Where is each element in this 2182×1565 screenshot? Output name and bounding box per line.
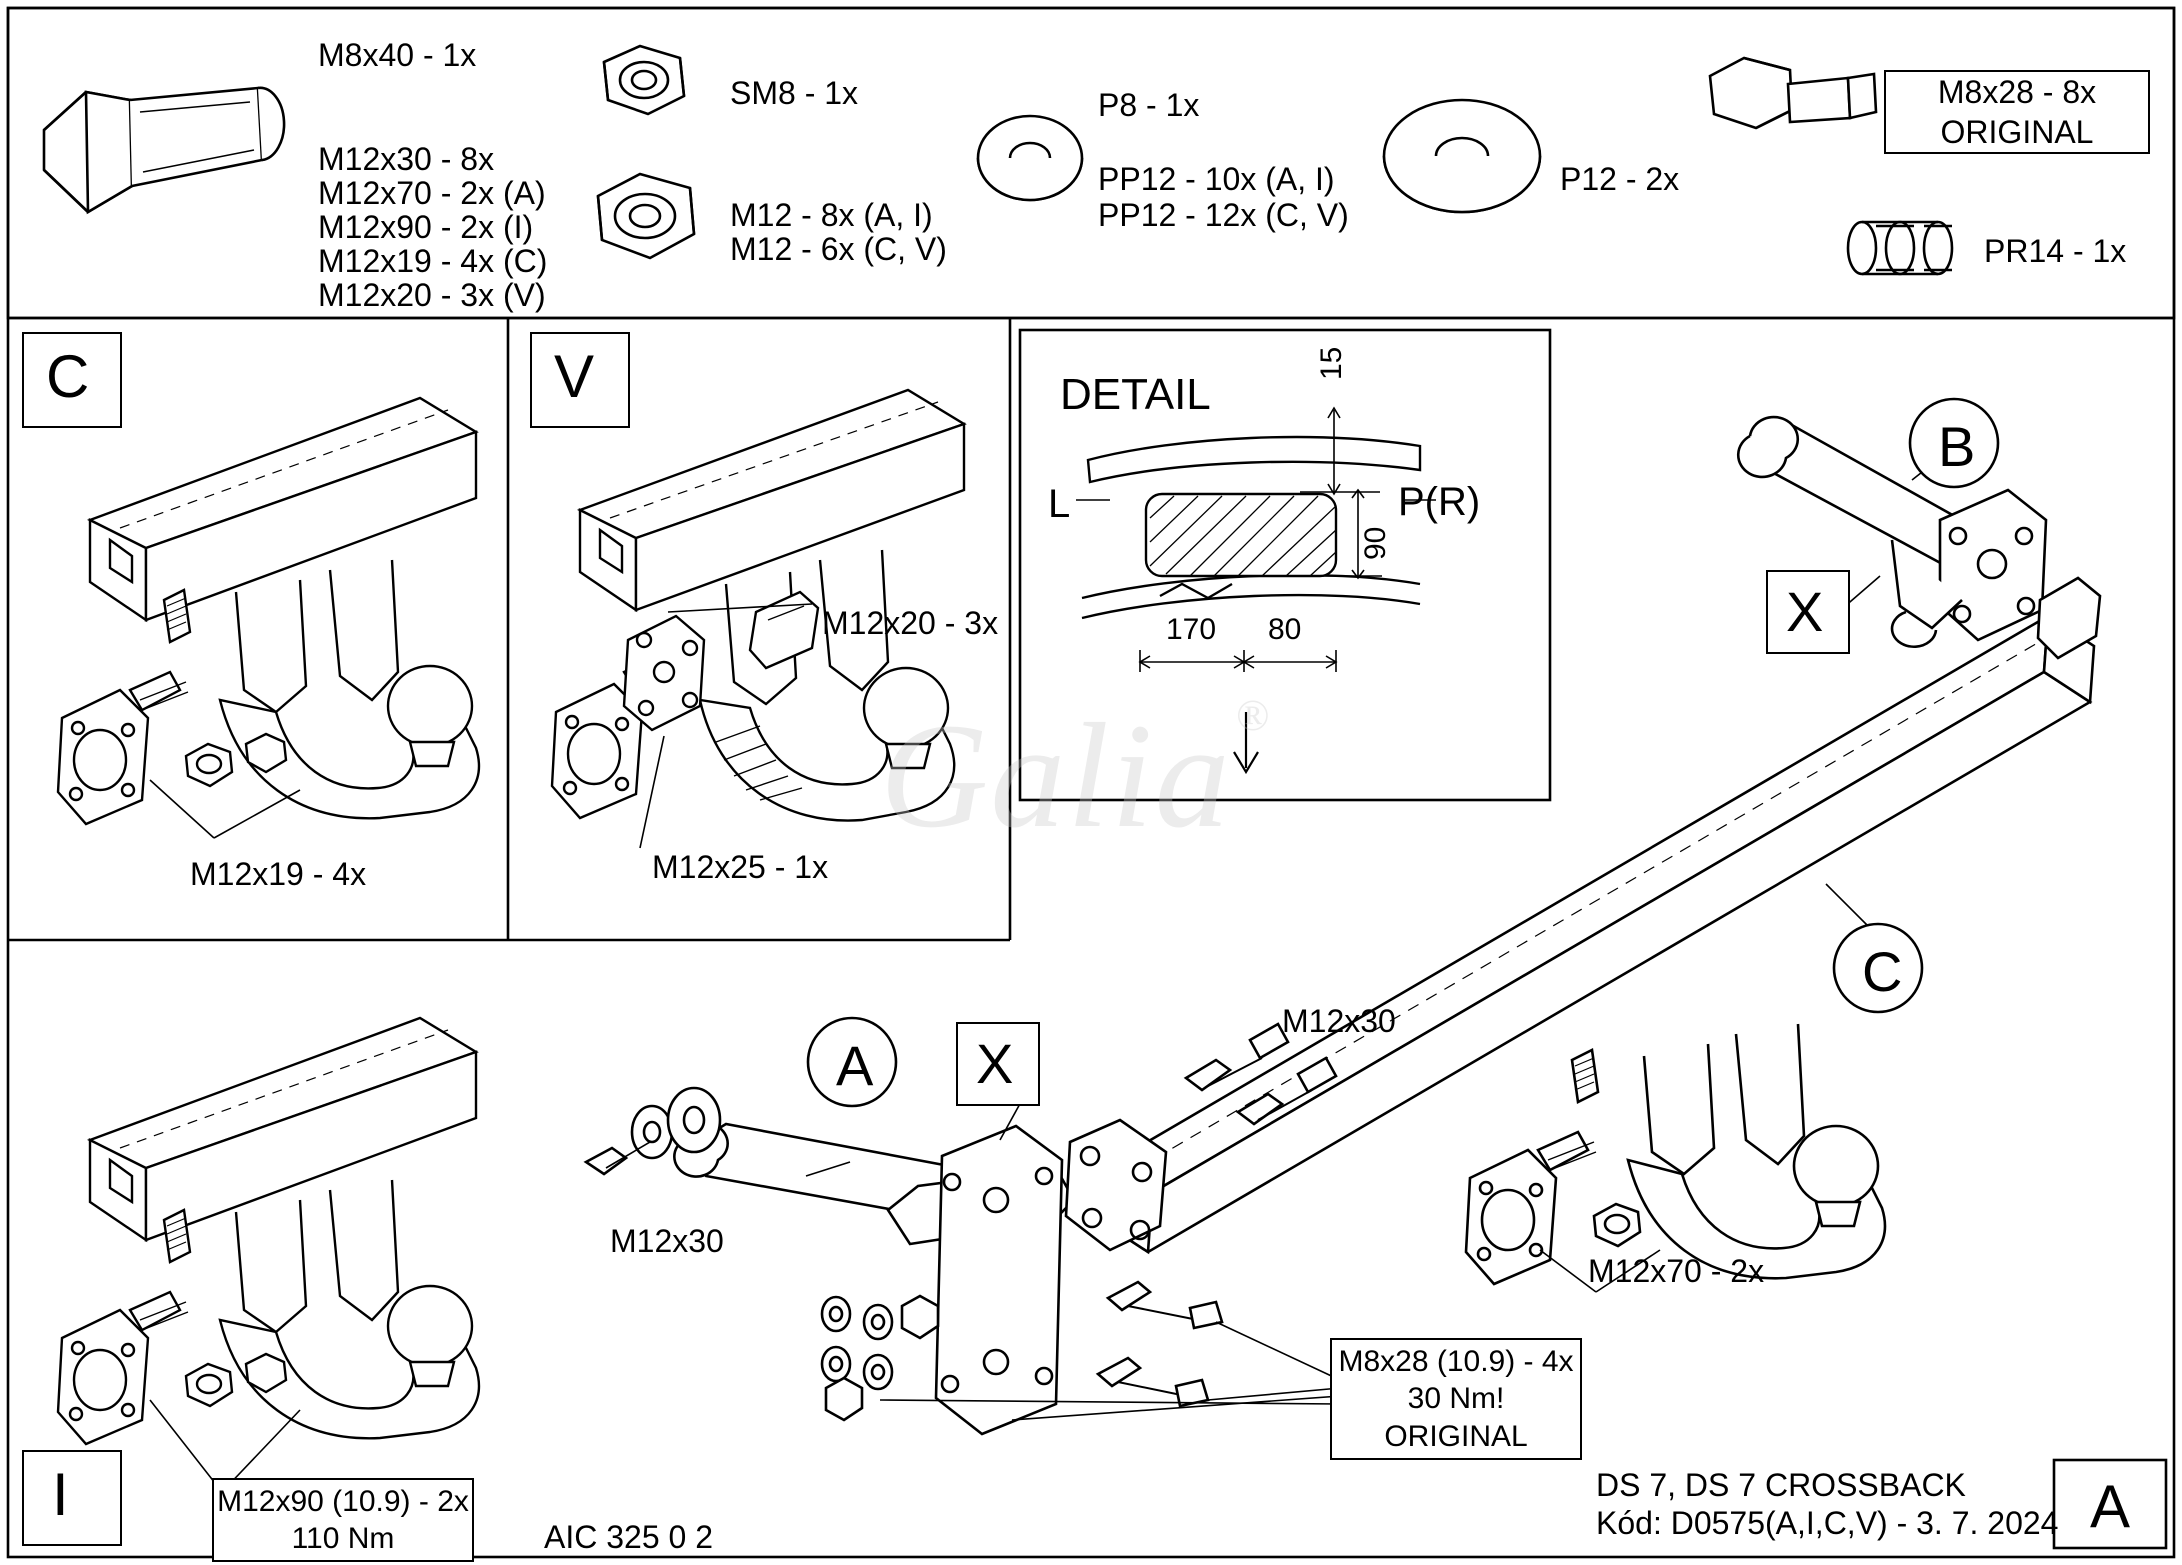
legend-washer-pp12-cv: PP12 - 12x (C, V) xyxy=(1098,197,1349,233)
washer-large-graphic xyxy=(1384,100,1540,212)
legend-bolt-item-2: M12x90 - 2x (I) xyxy=(318,209,534,245)
legend-bolt-item-3: M12x19 - 4x (C) xyxy=(318,243,548,279)
hex-bolt-graphic xyxy=(44,88,284,212)
detail-dim-top: 15 xyxy=(1315,346,1348,380)
footer-kod: Kód: D0575(A,I,C,V) - 3. 7. 2024 xyxy=(1596,1505,2059,1541)
legend-spring-label: PR14 - 1x xyxy=(1984,233,2127,269)
detail-left-mark: L xyxy=(1048,482,1071,526)
main-callout-m8x28-line3: ORIGINAL xyxy=(1384,1419,1528,1453)
washer-small-graphic xyxy=(978,116,1082,200)
watermark: Galia ® xyxy=(880,691,1270,859)
legend-washer-p8: P8 - 1x xyxy=(1098,87,1200,123)
main-x-left: X xyxy=(976,1032,1014,1095)
main-x-right: X xyxy=(1786,580,1824,643)
panel-c-graphic xyxy=(58,398,479,838)
footer-sheet-tag: A xyxy=(2090,1473,2131,1540)
panel-i-graphic xyxy=(58,1018,479,1492)
legend-nut-item-0: M12 - 8x (A, I) xyxy=(730,197,933,233)
nut-m12-graphic xyxy=(598,174,694,258)
legend-flange-bolt-line2: ORIGINAL xyxy=(1940,114,2094,150)
detail-dim-bottom-right: 80 xyxy=(1268,613,1302,646)
main-callout-m8x28-line2: 30 Nm! xyxy=(1407,1382,1505,1416)
panel-v-callout-bottom: M12x25 - 1x xyxy=(652,849,829,885)
legend-nut-sm8-label: SM8 - 1x xyxy=(730,75,859,111)
nut-sm8-graphic xyxy=(604,46,684,114)
panel-i-callout-line1: M12x90 (10.9) - 2x xyxy=(217,1484,469,1518)
legend-washer-pp12-ai: PP12 - 10x (A, I) xyxy=(1098,161,1335,197)
legend-flange-bolt-box xyxy=(1884,70,2150,154)
detail-title: DETAIL xyxy=(1060,370,1211,419)
panel-i-callout-box xyxy=(212,1478,474,1562)
main-bubble-c: C xyxy=(1862,940,1903,1003)
spring-graphic xyxy=(1848,222,1952,274)
flange-bolt-graphic xyxy=(1710,58,1876,128)
main-bubble-a: A xyxy=(836,1034,874,1097)
main-callout-m8x28-box xyxy=(1330,1338,1582,1460)
panel-c-callout: M12x19 - 4x xyxy=(190,856,367,892)
legend-bolt-main-label: M8x40 - 1x xyxy=(318,37,477,73)
legend-nut-item-1: M12 - 6x (C, V) xyxy=(730,231,947,267)
panel-i-tag-box xyxy=(22,1450,122,1546)
panel-i-callout-line2: 110 Nm xyxy=(291,1522,395,1555)
panel-v-tag: V xyxy=(554,343,595,410)
main-callout-m12x70: M12x70 - 2x xyxy=(1588,1253,1765,1289)
main-callout-m12x30-top: M12x30 xyxy=(1282,1003,1396,1039)
main-callout-m8x28-line1: M8x28 (10.9) - 4x xyxy=(1338,1344,1574,1378)
watermark-text: Galia xyxy=(880,693,1232,859)
legend-bolt-item-1: M12x70 - 2x (A) xyxy=(318,175,546,211)
detail-dim-side: 90 xyxy=(1359,526,1392,560)
legend-flange-bolt-line1: M8x28 - 8x xyxy=(1937,74,2097,110)
footer-drawing-code: AIC 325 0 2 xyxy=(544,1519,713,1555)
legend-bolt-item-0: M12x30 - 8x xyxy=(318,141,495,177)
main-bubble-b: B xyxy=(1938,415,1976,478)
legend-bolt-item-4: M12x20 - 3x (V) xyxy=(318,277,546,313)
main-callout-m12x30-left: M12x30 xyxy=(610,1223,724,1259)
footer-vehicle: DS 7, DS 7 CROSSBACK xyxy=(1596,1467,1966,1503)
detail-dim-bottom-left: 170 xyxy=(1166,613,1217,646)
detail-right-mark: P(R) xyxy=(1398,480,1481,524)
panel-v-callout-top: M12x20 - 3x xyxy=(822,605,999,641)
panel-i-tag: I xyxy=(52,1461,69,1528)
legend-washer-p12: P12 - 2x xyxy=(1560,161,1680,197)
panel-c-tag: C xyxy=(46,343,90,410)
